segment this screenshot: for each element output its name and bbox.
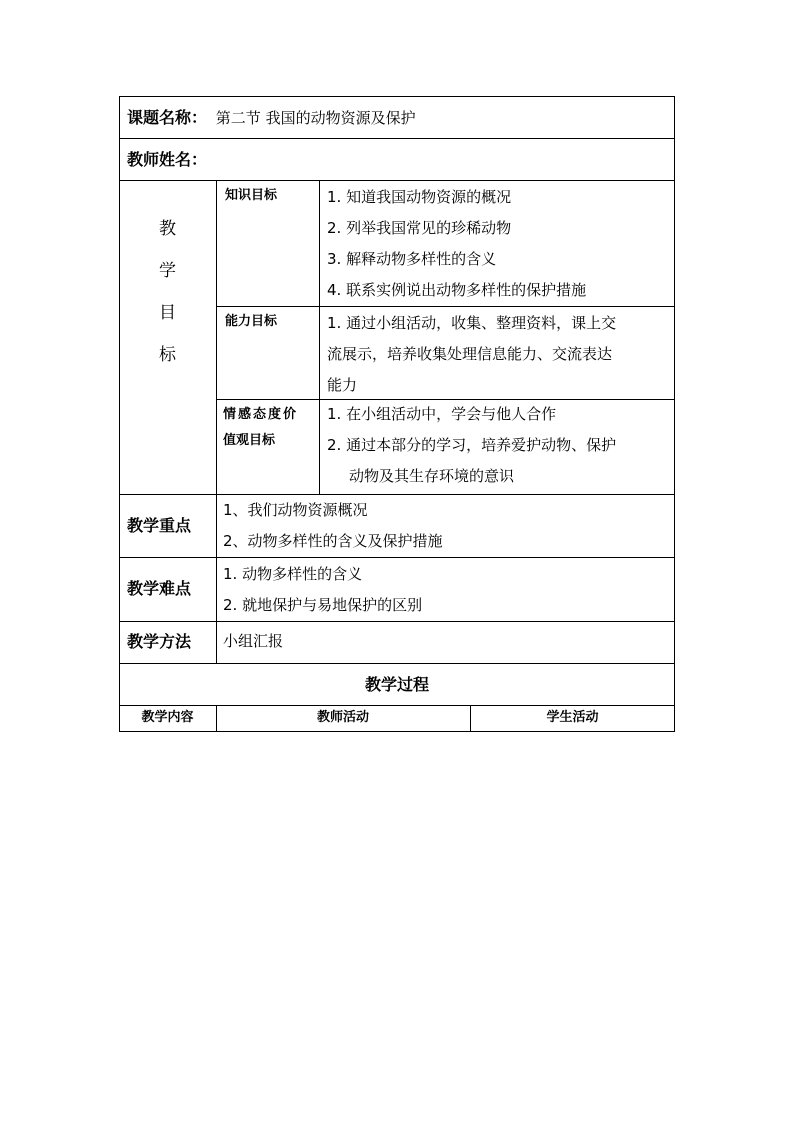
list-item: 2. 就地保护与易地保护的区别 [223, 596, 423, 614]
list-item: 2、动物多样性的含义及保护措施 [223, 532, 443, 550]
knowledge-objectives-list [327, 182, 586, 306]
lesson-plan-table [119, 96, 675, 732]
teacher-name-label: 教师姓名： [127, 150, 208, 169]
attitude-label-line: 值观目标 [223, 433, 276, 448]
process-title: 教学过程 [364, 675, 429, 694]
lesson-title-label: 课题名称： [127, 108, 208, 127]
list-item: 3. 解释动物多样性的含义 [327, 250, 497, 268]
text-line: 1. 通过小组活动，收集、整理资料，课上交 [327, 314, 617, 332]
list-item: 1、我们动物资源概况 [223, 501, 368, 519]
attitude-objectives-text [327, 399, 616, 492]
lesson-title-value: 第二节 我国的动物资源及保护 [215, 109, 416, 127]
difficulties-label: 教学难点 [127, 579, 192, 598]
text-line: 能力 [327, 376, 358, 394]
key-points-list [223, 495, 443, 557]
process-column-student: 学生活动 [546, 710, 599, 725]
difficulties-list [223, 559, 422, 621]
process-column-teacher: 教师活动 [316, 710, 369, 725]
objectives-heading [119, 208, 216, 376]
objectives-heading-char: 教 [159, 219, 176, 239]
ability-objectives-text [327, 308, 616, 401]
method-label: 教学方法 [127, 632, 192, 651]
lesson-title-row [127, 102, 416, 134]
objectives-heading-char: 学 [159, 261, 176, 281]
attitude-label-line: 情感态度价 [223, 407, 299, 422]
key-points-label: 教学重点 [127, 516, 192, 535]
method-value: 小组汇报 [223, 632, 284, 650]
text-line: 2. 通过本部分的学习，培养爱护动物、保护 [327, 436, 617, 454]
objectives-heading-char: 标 [159, 345, 176, 365]
ability-objectives-label: 能力目标 [225, 314, 278, 329]
list-item: 1. 知道我国动物资源的概况 [327, 188, 512, 206]
text-line: 1. 在小组活动中，学会与他人合作 [327, 405, 557, 423]
objectives-heading-char: 目 [159, 303, 176, 323]
list-item: 4. 联系实例说出动物多样性的保护措施 [327, 281, 587, 299]
list-item: 2. 列举我国常见的珍稀动物 [327, 219, 512, 237]
text-line: 流展示，培养收集处理信息能力、交流表达 [327, 345, 613, 363]
knowledge-objectives-label: 知识目标 [225, 188, 278, 203]
process-column-content: 教学内容 [141, 710, 194, 725]
list-item: 1. 动物多样性的含义 [223, 565, 363, 583]
text-line: 动物及其生存环境的意识 [349, 467, 515, 485]
attitude-objectives-label [223, 402, 319, 454]
